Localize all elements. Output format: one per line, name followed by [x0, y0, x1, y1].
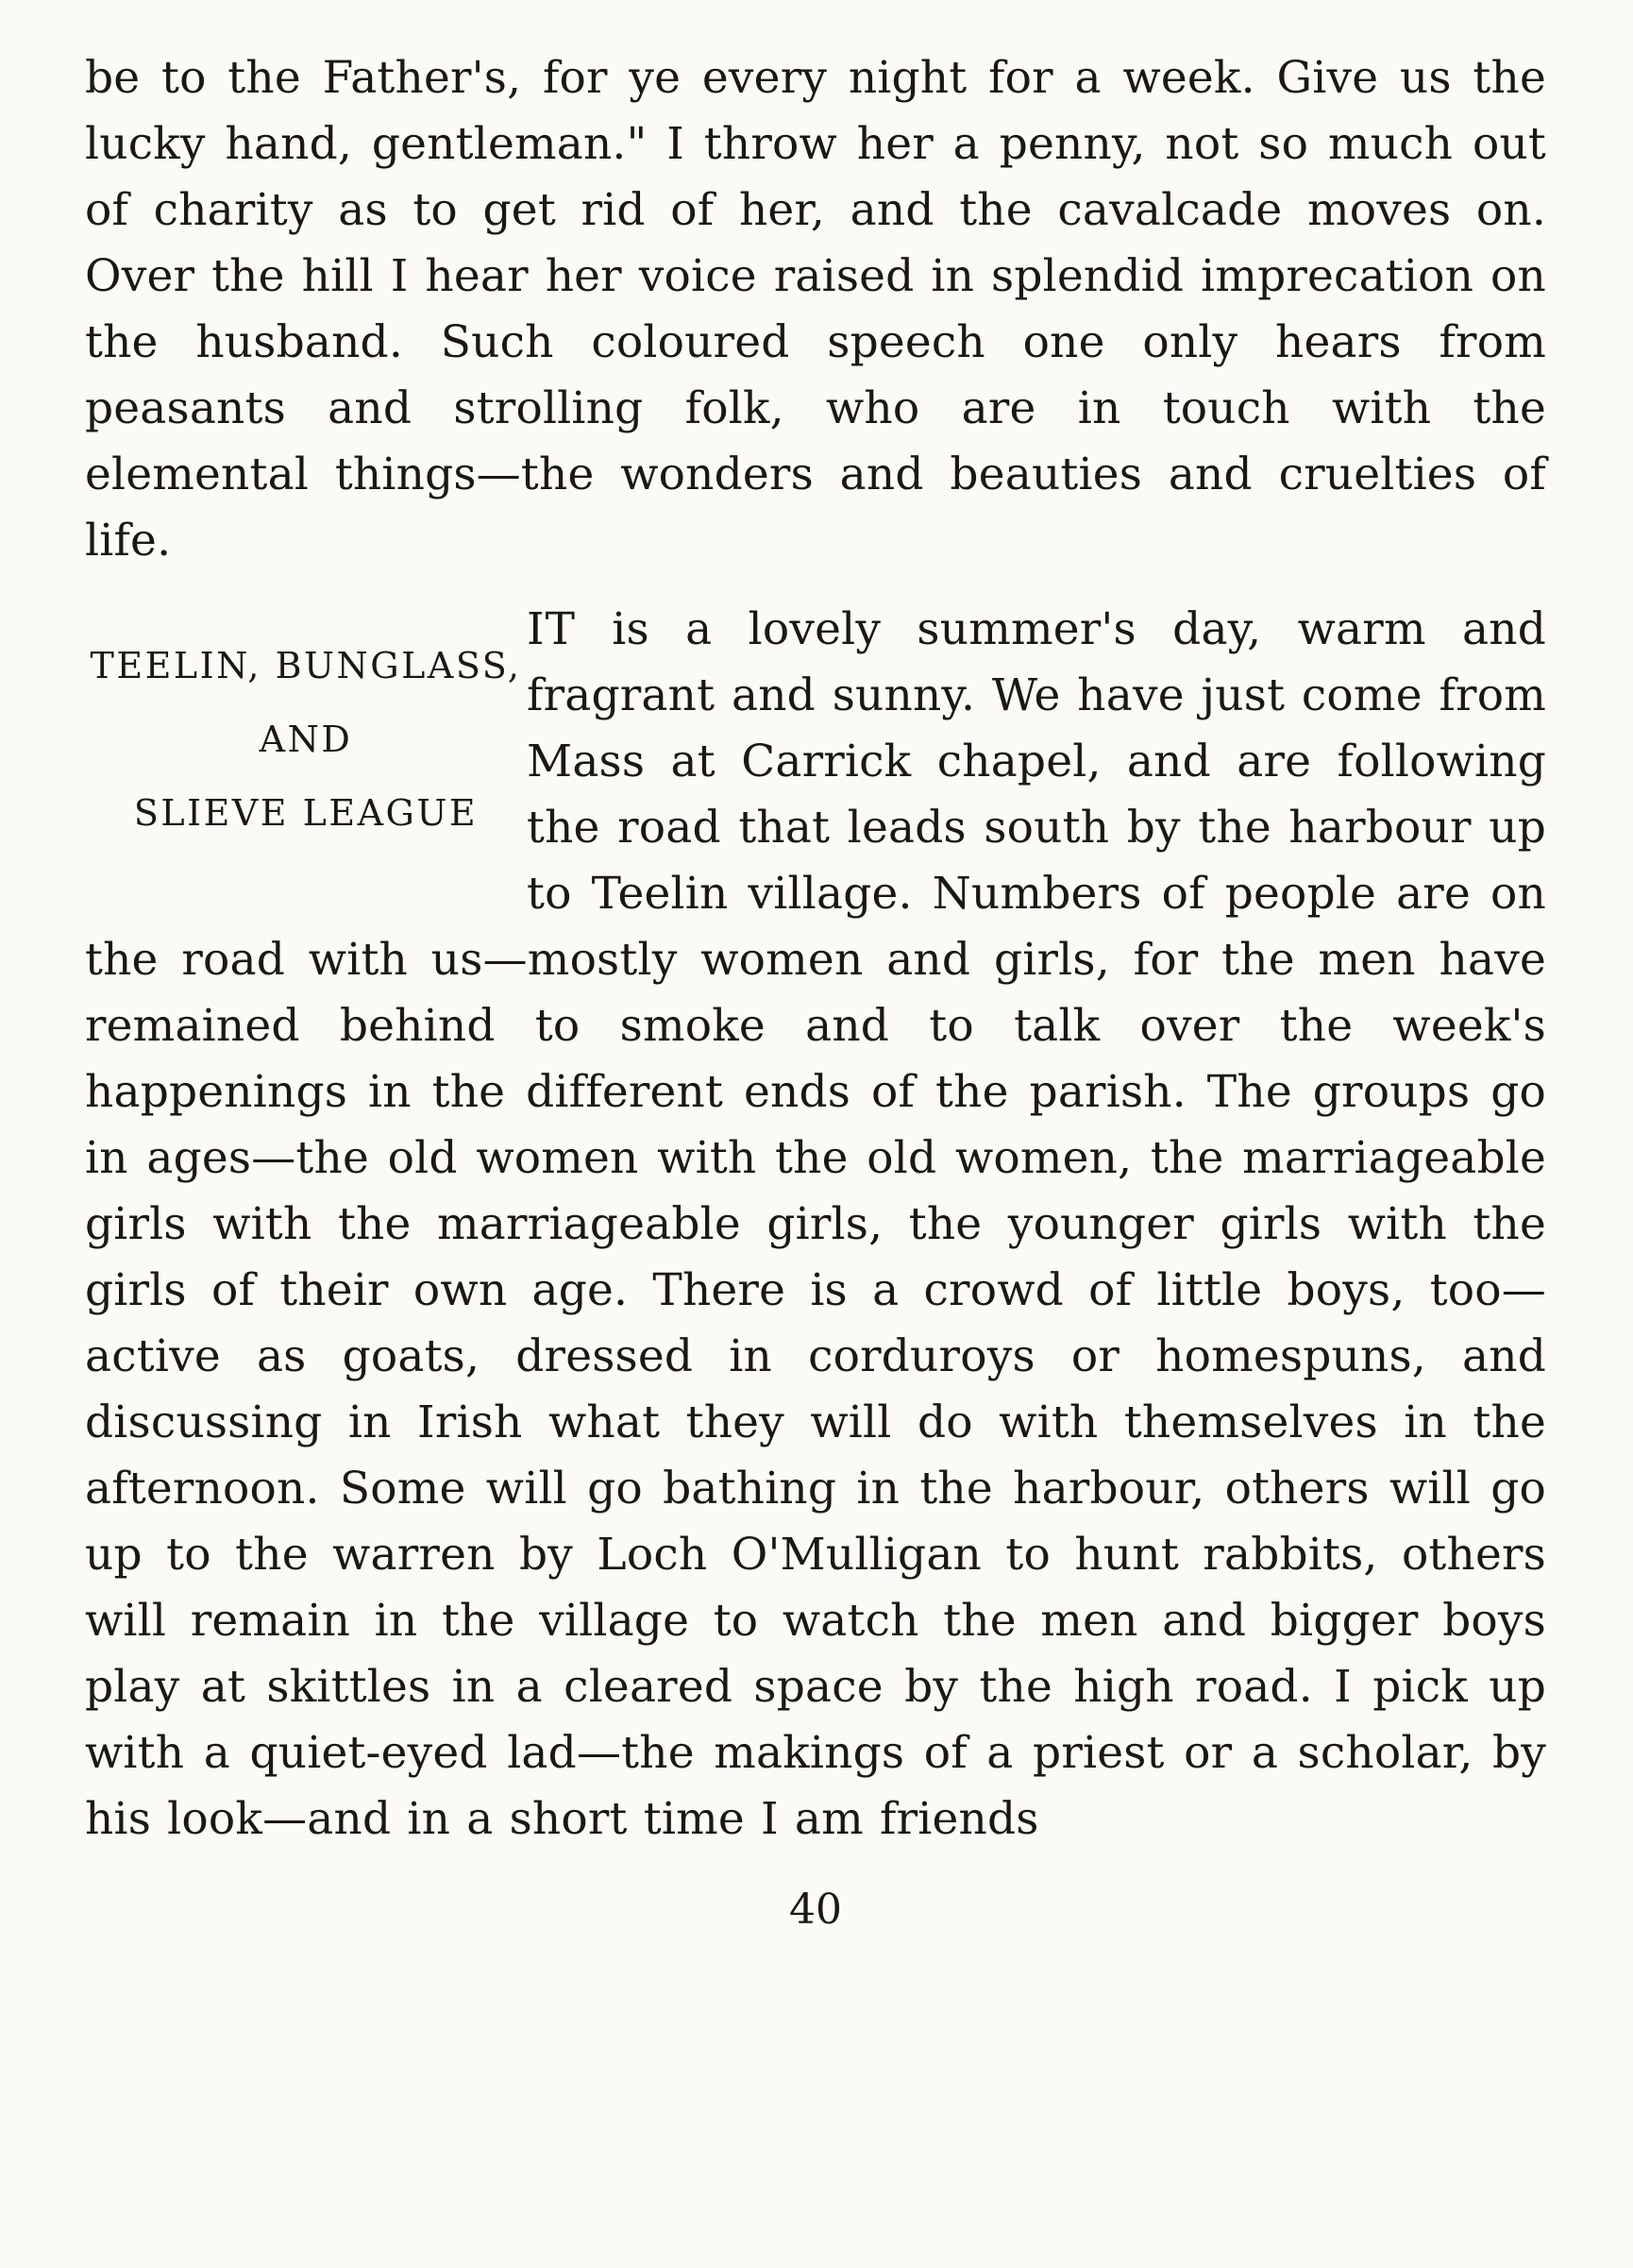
chapter-lead-word: IT: [527, 603, 576, 655]
paragraph-continuation: be to the Father's, for ye every night for a week. Give us the lucky hand, gentleman." I throw her a penny, not so much out of charity as to get rid of her, and the cavalcade moves on. Over the hill I hear her voice raised in splendid imprecation on the husband. Such coloured speech one only hears from peasants and strolling folk, who are in touch with the elemental things—the wonders and beauties and cruelties of life.: [85, 52, 1546, 567]
chapter-section: [85, 597, 1546, 1853]
chapter-heading-line-3: SLIEVE LEAGUE: [133, 792, 479, 834]
chapter-heading-line-1: TEELIN, BUNGLASS,: [90, 645, 522, 686]
chapter-heading: [85, 597, 527, 927]
chapter-paragraph-text: is a lovely summer's day, warm and fragrant and sunny. We have just come from Mass at Carrick chapel, and are following the road that leads south by the harbour up to Teelin village. Numbers of people are on the road with us—mostly women and girls, for the men have remained behind to smoke and to talk over the week's happenings in the different ends of the parish. The groups go in ages—the old women with the old women, the marriageable girls with the marriageable girls, the younger girls with the girls of their own age. There is a crowd of little boys, too—active as goats, dressed in corduroys or homespuns, and discussing in Irish what they will do with themselves in the afternoon. Some will go bathing in the harbour, others will go up to the warren by Loch O'Mulligan to hunt rabbits, others will remain in the village to watch the men and bigger boys play at skittles in a cleared space by the high road. I pick up with a quiet-eyed lad—the makings of a priest or a scholar, by his look—and in a short time I am friends: [85, 603, 1546, 1845]
chapter-heading-line-2: AND: [259, 719, 353, 760]
page-number: 40: [789, 1886, 842, 1934]
